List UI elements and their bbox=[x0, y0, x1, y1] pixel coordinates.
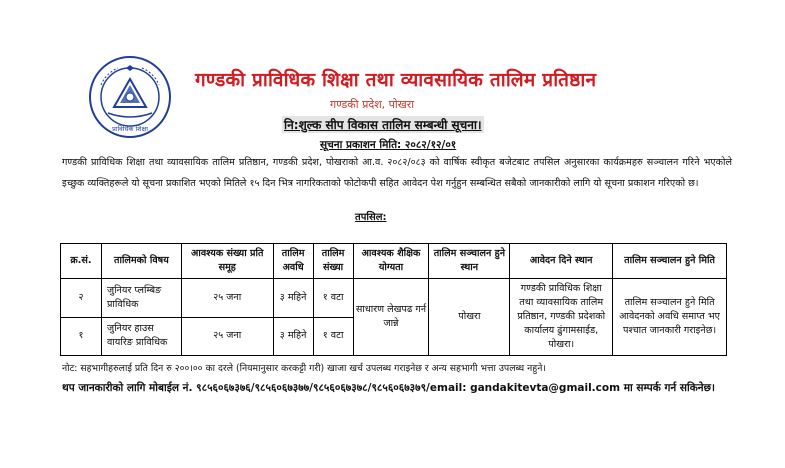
participants-per-group: २५ जना bbox=[181, 317, 273, 356]
training-table bbox=[60, 243, 727, 356]
training-count: १ वटा bbox=[313, 279, 353, 318]
application-location: गण्डकी प्राविधिक शिक्षा तथा व्यावसायिक तालिम प्रतिष्ठान, गण्डकी प्रदेशको कार्यालय ढुंगामसाईड, पोखरा। bbox=[510, 279, 613, 356]
column-header: क्र.सं. bbox=[61, 244, 102, 279]
training-count: १ वटा bbox=[313, 317, 353, 356]
serial-number: १ bbox=[61, 317, 102, 356]
table-header-row bbox=[61, 244, 727, 279]
column-header: तालिमको विषय bbox=[101, 244, 181, 279]
participants-per-group: २५ जना bbox=[181, 279, 273, 318]
training-subject: जुनियर हाउस वायरिङ प्राविधिक bbox=[101, 317, 181, 356]
training-start-date: तालिम सञ्चालन हुने मिति आवेदनको अवधि समाप्त भए पश्चात जानकारी गराइनेछ। bbox=[613, 279, 727, 356]
organization-logo bbox=[88, 55, 172, 139]
training-duration: ३ महिने bbox=[273, 279, 313, 318]
required-qualification: साधारण लेखपढ गर्न जान्ने bbox=[353, 279, 429, 356]
intro-paragraph: गण्डकी प्राविधिक शिक्षा तथा व्यावसायिक तालिम प्रतिष्ठान, गण्डकी प्रदेश, पोखराको आ.व. २०८२/०८३ को वार्षिक स्वीकृत बजेटबाट तपसिल अनुसारका कार्यक्रमहरु सञ्चालन गरिने भएकोले इच्छुक व्यक्तिहरूले यो सूचना प्रकाशित भएको मितिले १५ दिन भित्र नागरिकताको फोटोकपी सहित आवेदन पेश गर्नुहुन सम्बन्धित सबैको जानकारीको लागि यो सूचना प्रकाशन गरिएको छ। bbox=[62, 157, 732, 189]
allowance-note: नोट: सहभागीहरुलाई प्रति दिन रु २००।०० का दरले (नियमानुसार करकट्टी गरी) खाजा खर्च उपलब्ध गराइनेछ र अन्य सहभागी भत्ता उपलब्ध नहुने। bbox=[62, 363, 546, 374]
column-header: आवश्यक शैक्षिक योग्यता bbox=[353, 244, 429, 279]
training-subject: जुनियर प्लम्बिङ प्राविधिक bbox=[101, 279, 181, 318]
contact-info: थप जानकारीको लागि मोबाईल नं. ९८५६०६७३७६/९८५६०६७३७७/९८५६०६७३७८/९८५६०६७३७९/email: gandakitevta@gmail.com मा सम्पर्क गर्न सकिनेछ। bbox=[62, 382, 715, 394]
table-row bbox=[61, 279, 727, 318]
column-header: आवेदन दिने स्थान bbox=[510, 244, 613, 279]
column-header: आवश्यक संख्या प्रति समूह bbox=[181, 244, 273, 279]
organization-title: गण्डकी प्राविधिक शिक्षा तथा व्यावसायिक तालिम प्रतिष्ठान bbox=[195, 69, 597, 91]
training-venue: पोखरा bbox=[429, 279, 510, 356]
notice-title: नि:शुल्क सीप विकास तालिम सम्बन्धी सूचना। bbox=[284, 118, 482, 132]
column-header: तालिम सञ्चालन हुने स्थान bbox=[429, 244, 510, 279]
svg-text:प्राविधिक शिक्षा: प्राविधिक शिक्षा bbox=[112, 125, 148, 133]
column-header: तालिम संख्या bbox=[313, 244, 353, 279]
organization-location: गण्डकी प्रदेश, पोखरा bbox=[330, 98, 415, 111]
serial-number: २ bbox=[61, 279, 102, 318]
column-header: तालिम सञ्चालन हुने मिति bbox=[613, 244, 727, 279]
column-header: तालिम अवधि bbox=[273, 244, 313, 279]
training-duration: ३ महिने bbox=[273, 317, 313, 356]
details-heading: तपसिल: bbox=[355, 212, 387, 223]
publication-date: सूचना प्रकाशन मिति: २०८२/१२/०१ bbox=[320, 139, 457, 151]
